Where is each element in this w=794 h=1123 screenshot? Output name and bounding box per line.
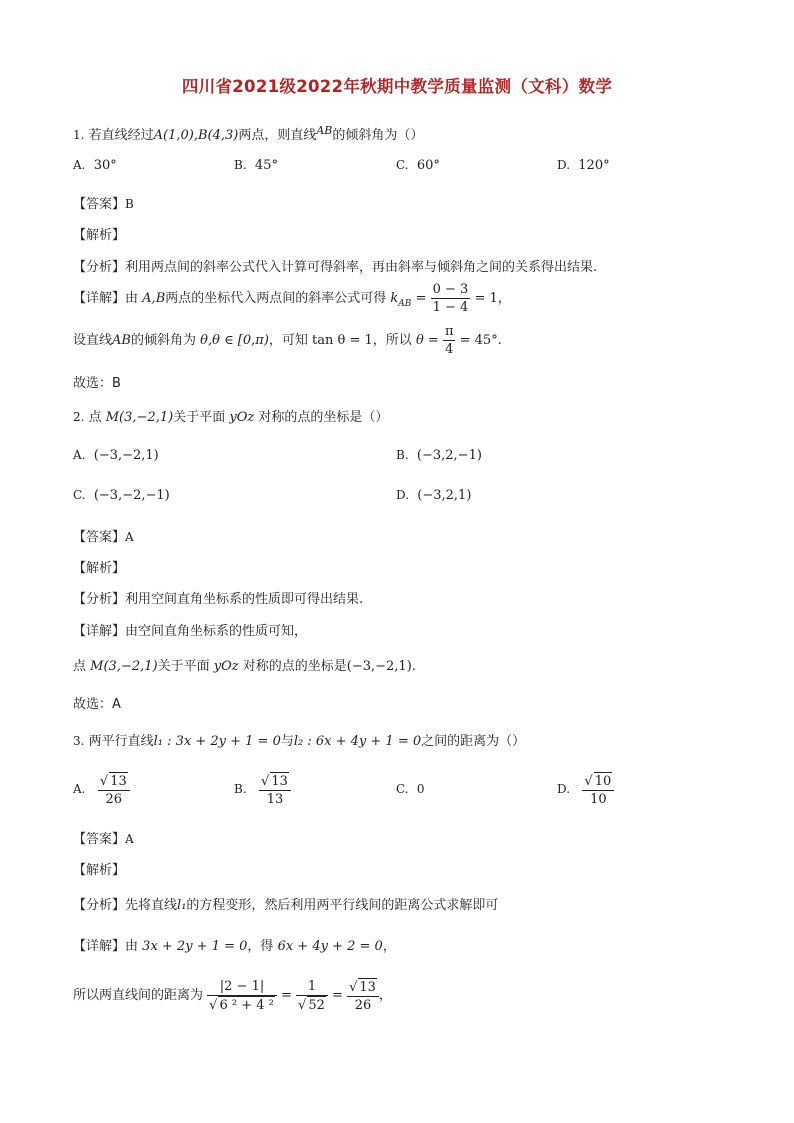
question-3-option-d: D. $\frac{√ 10}{10}$ [557, 767, 614, 811]
question-3-detail-2: 所以两直线间的距离为 $\frac{|2 - 1|}{\text{√ 6 ² + 4 ²}}$ = $\frac{1}{√ 52}$ = $\frac{√ 13}{26}$ ， [73, 978, 392, 1013]
question-1-option-b: B. 45° [234, 158, 278, 173]
question-3-option-c: C. 0 [396, 782, 425, 796]
question-1-answer: 【答案】B [73, 197, 134, 212]
question-1-stem: 1. 若直线经过A(1,0),B(4,3)两点，则直线$^{AB}$的倾斜角为（） [73, 124, 424, 143]
distance-fraction-1: $\frac{|2 - 1|}{\text{√ 6 ² + 4 ²}}$ [207, 978, 277, 1014]
question-1-conclusion: 故选：B [73, 376, 121, 391]
question-2-option-c: C. (−3,−2,−1) [73, 488, 170, 503]
distance-fraction-3: $\frac{√ 13}{26}$ [347, 978, 379, 1014]
question-1-option-a: A. 30° [73, 158, 117, 173]
question-3-option-a: A. $\frac{√ 13}{26}$ [73, 767, 130, 811]
question-1-detail-2: 设直线AB的倾斜角为 θ,θ ∈ [0,π)，可知 tan θ = 1，所以 θ = $\frac{\pi}{4}$ = 45°. [73, 324, 502, 357]
question-3-answer: 【答案】A [73, 832, 134, 847]
question-1-option-d: D. 120° [557, 158, 610, 173]
slope-fraction: $\frac{0 - 3}{1 - 4}$ [432, 282, 469, 315]
page-title: 四川省2021级2022年秋期中教学质量监测（文科）数学 [181, 77, 613, 96]
question-2-option-a: A. (−3,−2,1) [73, 448, 159, 463]
question-2-stem: 2. 点 M(3,−2,1)关于平面 yOz 对称的点的坐标是（） [73, 410, 389, 425]
distance-fraction-2: $\frac{1}{√ 52}$ [296, 978, 328, 1014]
question-3-option-b: B. $\frac{√ 13}{13}$ [234, 767, 291, 811]
question-2-answer: 【答案】A [73, 530, 134, 545]
question-2-analysis-tag: 【解析】 [73, 561, 126, 576]
question-2-conclusion: 故选：A [73, 697, 121, 712]
question-3-stem: 3. 两平行直线l₁ : 3x + 2y + 1 = 0与l₂ : 6x + 4y + 1 = 0之间的距离为（） [73, 734, 526, 749]
question-1-option-c: C. 60° [396, 158, 440, 173]
question-3-analysis-tag: 【解析】 [73, 863, 126, 878]
question-1-detail-1: 【详解】由 A,B两点的坐标代入两点间的斜率公式可得 $k_{AB}$ = $\frac{0 - 3}{1 - 4}$ = 1， [73, 282, 511, 315]
question-2-fenxi: 【分析】利用空间直角坐标系的性质即可得出结果. [73, 592, 364, 607]
question-2-detail-2: 点 M(3,−2,1)关于平面 yOz 对称的点的坐标是(−3,−2,1). [73, 659, 416, 674]
question-2-option-d: D. (−3,2,1) [396, 488, 472, 503]
question-1-analysis-tag: 【解析】 [73, 228, 126, 243]
angle-fraction: $\frac{\pi}{4}$ [444, 324, 454, 357]
question-1-fenxi: 【分析】利用两点间的斜率公式代入计算可得斜率，再由斜率与倾斜角之间的关系得出结果. [73, 260, 598, 275]
question-2-detail-1: 【详解】由空间直角坐标系的性质可知， [73, 624, 308, 639]
question-3-detail-1: 【详解】由 3x + 2y + 1 = 0，得 6x + 4y + 2 = 0， [73, 939, 396, 954]
question-3-fenxi: 【分析】先将直线l₁的方程变形，然后利用两平行线间的距离公式求解即可 [73, 898, 499, 913]
question-2-option-b: B. (−3,2,−1) [396, 448, 482, 463]
